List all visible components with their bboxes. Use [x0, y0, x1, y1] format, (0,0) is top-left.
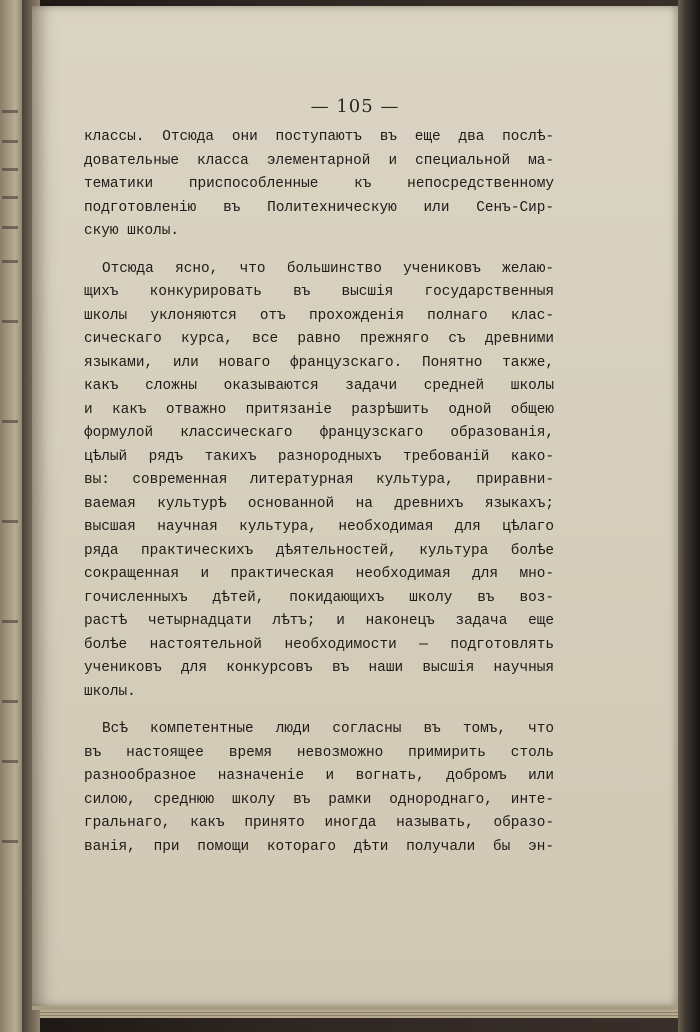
text-line: высшая научная культура, необходимая для цѣлаго: [84, 519, 554, 535]
text-line: и какъ отважно притязаніе разрѣшить одной общею: [84, 401, 554, 418]
text-line: ряда практическихъ дѣятельностей, культура болѣе: [84, 542, 554, 559]
text-line: цѣлый рядъ такихъ разнородныхъ требованій како-: [84, 448, 554, 465]
text-line: ваемая культурѣ основанной на древнихъ языкахъ;: [84, 495, 554, 512]
text-line: учениковъ для конкурсовъ въ наши высшія научныя: [84, 660, 554, 676]
paragraph: [84, 718, 554, 859]
text-line: сическаго курса, все равно прежняго съ древними: [84, 331, 554, 347]
page-number: — 105 —: [310, 96, 400, 117]
text-line: формулой классическаго французскаго образованія,: [84, 425, 554, 441]
text-line: щихъ конкурировать въ высшія государственныя: [84, 284, 554, 300]
text-line: подготовленію въ Политехническую или Сенъ-Сир-: [84, 199, 554, 216]
paragraph: [84, 258, 554, 705]
text-line: силою, среднюю школу въ рамки однороднаго, инте-: [84, 791, 554, 808]
paragraph: [84, 126, 554, 244]
text-line: гочисленныхъ дѣтей, покидающихъ школу въ воз-: [84, 589, 554, 606]
text-line: какъ сложны оказываются задачи средней школы: [84, 378, 554, 394]
text-line: Отсюда ясно, что большинство учениковъ желаю-: [102, 260, 554, 277]
text-line: ванія, при помощи котораго дѣти получали бы эн-: [84, 838, 554, 855]
text-line: школы.: [84, 683, 136, 700]
text-line: языками, или новаго французскаго. Понятно также,: [84, 354, 554, 371]
book-page: [32, 6, 678, 1010]
page-body-text: [84, 126, 554, 859]
text-line: растѣ четырнадцати лѣтъ; и наконецъ задача еще: [84, 613, 554, 629]
book-cover-edge: [678, 0, 700, 1032]
text-line: тематики приспособленные къ непосредственному: [84, 176, 554, 192]
text-line: разнообразное назначеніе и вогнать, добромъ или: [84, 768, 554, 784]
text-line: скую школы.: [84, 223, 179, 239]
text-line: въ настоящее время невозможно примирить столь: [84, 744, 554, 761]
text-line: школы уклоняются отъ прохожденія полнаго клас-: [84, 307, 554, 324]
text-line: довательные класса элементарной и специальной ма-: [84, 152, 554, 169]
text-line: гральнаго, какъ принято иногда называть, образо-: [84, 815, 554, 831]
text-line: сокращенная и практическая необходимая для мно-: [84, 566, 554, 582]
text-line: болѣе настоятельной необходимости — подготовлять: [84, 636, 554, 653]
text-line: вы: современная литературная культура, приравни-: [84, 472, 554, 488]
text-line: Всѣ компетентные люди согласны въ томъ, что: [102, 721, 554, 737]
text-line: классы. Отсюда они поступаютъ въ еще два послѣ-: [84, 129, 554, 145]
